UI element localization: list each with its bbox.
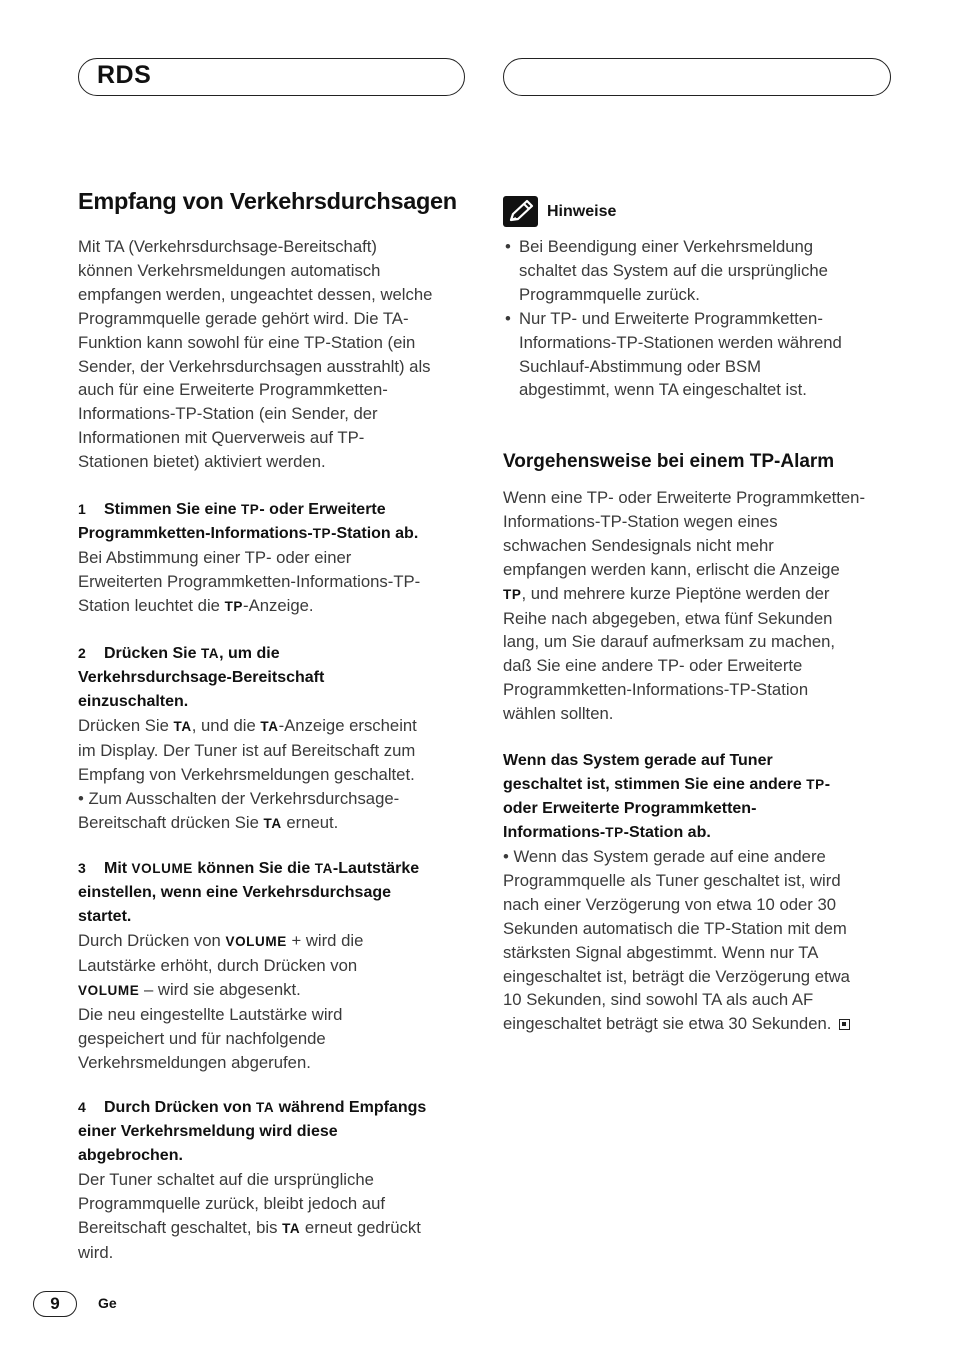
- step-2-heading: [78, 642, 324, 714]
- body-text: Station leuchtet die: [78, 595, 225, 615]
- body-text: eingeschaltet beträgt sie etwa 30 Sekunden.: [503, 1014, 832, 1034]
- indicator-ta: TA: [260, 719, 279, 734]
- body-text: erneut.: [281, 812, 339, 832]
- tp-alarm-body: [503, 486, 865, 726]
- body-text: -Anzeige.: [243, 595, 314, 615]
- step-text: oder Erweiterte Programmketten-: [503, 799, 757, 817]
- body-line: eingeschaltet ist, beträgt die Verzögerung etwa: [503, 966, 850, 986]
- notes-list: [503, 235, 842, 402]
- intro-line: Informationen mit Querverweis auf TP-: [78, 428, 365, 448]
- body-line: stärksten Signal abgestimmt. Wenn nur TA: [503, 942, 819, 962]
- body-text: Bereitschaft geschaltet, bis: [78, 1217, 283, 1237]
- step-text: -Station ab.: [623, 823, 711, 841]
- body-line: im Display. Der Tuner ist auf Bereitschaft zum: [78, 740, 416, 760]
- body-line: schwachen Sendesignals nicht mehr: [503, 535, 774, 555]
- step-text: -Station ab.: [331, 524, 419, 542]
- step-text: Programmketten-Informations-: [78, 524, 313, 542]
- body-text: Drücken Sie: [78, 716, 174, 735]
- body-text: Bereitschaft drücken Sie: [78, 812, 264, 832]
- step-text: Informations-: [503, 823, 606, 841]
- step-text: Durch Drücken von: [104, 1099, 257, 1116]
- tp-alarm-heading: Vorgehensweise bei einem TP-Alarm: [503, 451, 835, 472]
- indicator-tp: TP: [503, 586, 522, 602]
- step-text: -Lautstärke: [332, 860, 420, 877]
- intro-paragraph: [78, 235, 432, 474]
- body-line: Der Tuner schaltet auf die ursprüngliche: [78, 1170, 374, 1189]
- indicator-tp: TP: [224, 598, 244, 614]
- body-text: -Anzeige erscheint: [278, 716, 417, 735]
- button-label-ta: TA: [200, 646, 220, 661]
- step-text: abgebrochen.: [78, 1146, 183, 1164]
- button-label-ta: TA: [256, 1100, 275, 1115]
- note-line: • Bei Beendigung einer Verkehrsmeldung: [519, 237, 814, 256]
- body-line: Verkehrsmeldungen abgerufen.: [78, 1052, 311, 1072]
- body-line: Reihe nach abgegeben, etwa fünf Sekunden: [503, 608, 833, 628]
- body-line: • Wenn das System gerade auf eine andere: [503, 847, 826, 866]
- button-label-ta: TA: [263, 815, 282, 831]
- body-text: erneut gedrückt: [300, 1217, 421, 1237]
- body-line: wird.: [78, 1242, 114, 1262]
- body-line: wählen sollten.: [503, 704, 614, 724]
- step-text: einstellen, wenn eine Verkehrsdurchsage: [78, 883, 392, 901]
- body-line: Wenn eine TP- oder Erweiterte Programmketten-: [503, 488, 866, 507]
- note-line: Suchlauf-Abstimmung oder BSM: [519, 356, 762, 376]
- note-line: • Nur TP- und Erweiterte Programmketten-: [519, 308, 823, 328]
- body-line: nach einer Verzögerung von etwa 10 oder 30: [503, 894, 837, 914]
- step-1-heading: [78, 498, 418, 546]
- step-text: Wenn das System gerade auf Tuner: [503, 752, 773, 769]
- step-text: , um die: [219, 645, 280, 662]
- label-ta: TA: [314, 861, 333, 876]
- page-number: 9: [33, 1291, 77, 1317]
- note-line: Programmquelle zurück.: [519, 284, 700, 304]
- body-line: Programmketten-Informations-TP-Station: [503, 680, 809, 700]
- step-text: Drücken Sie: [104, 645, 201, 662]
- body-line: empfangen werden kann, erlischt die Anzeige: [503, 559, 840, 579]
- note-line: abgestimmt, wenn TA eingeschaltet ist.: [519, 380, 807, 400]
- step-text: einer Verkehrsmeldung wird diese: [78, 1122, 338, 1140]
- end-of-section-icon: [839, 1019, 850, 1030]
- language-code: Ge: [98, 1295, 117, 1311]
- note-pencil-icon: [503, 196, 538, 227]
- section-tab-left: [78, 58, 465, 96]
- step-number: 4: [78, 1099, 86, 1115]
- body-line: Erweiterten Programmketten-Informations-TP-: [78, 571, 421, 591]
- intro-line: können Verkehrsmeldungen automatisch: [78, 260, 381, 280]
- body-line: Programmquelle als Tuner geschaltet ist, wird: [503, 870, 841, 890]
- body-line: Sekunden automatisch die TP-Station mit dem: [503, 918, 847, 938]
- step-text: -: [824, 775, 831, 793]
- intro-line: Informations-TP-Station (ein Sender, der: [78, 404, 378, 424]
- step-text: geschaltet ist, stimmen Sie eine andere: [503, 775, 807, 793]
- body-line: 10 Sekunden, sind sowohl TA als auch AF: [503, 990, 814, 1010]
- step-text: Stimmen Sie eine: [104, 501, 241, 518]
- body-line: Informations-TP-Station wegen eines: [503, 511, 778, 531]
- step-3-body: [78, 929, 363, 1074]
- step-2-body: [78, 714, 417, 836]
- section-tab-right: [503, 58, 891, 96]
- step-4-heading: [78, 1096, 426, 1168]
- button-label-tp: TP: [312, 525, 332, 541]
- body-line: • Zum Ausschalten der Verkehrsdurchsage-: [78, 788, 400, 808]
- label-tp: TP: [605, 824, 624, 840]
- note-item: [503, 235, 842, 307]
- step-text: während Empfangs: [274, 1099, 427, 1116]
- intro-line: empfangen werden, ungeachtet dessen, welche: [78, 284, 433, 304]
- button-label-volume: VOLUME: [131, 861, 193, 876]
- body-line: Die neu eingestellte Lautstärke wird: [78, 1004, 343, 1024]
- button-label-ta: TA: [173, 719, 192, 734]
- body-line: Bei Abstimmung einer TP- oder einer: [78, 548, 352, 567]
- step-text: Verkehrsdurchsage-Bereitschaft: [78, 668, 325, 686]
- body-text: + wird die: [286, 931, 364, 950]
- step-text: Mit: [104, 860, 132, 877]
- notes-label: Hinweise: [547, 203, 617, 220]
- note-line: schaltet das System auf die ursprüngliche: [519, 260, 828, 280]
- intro-line: Stationen bietet) aktiviert werden.: [78, 452, 326, 472]
- intro-line: auch für eine Erweiterte Programmketten-: [78, 380, 388, 400]
- note-line: Informations-TP-Stationen werden während: [519, 332, 842, 352]
- step-3-heading: [78, 857, 419, 929]
- label-tp: TP: [806, 776, 825, 792]
- left-heading: Empfang von Verkehrsdurchsagen: [78, 188, 457, 214]
- step-4-body: [78, 1168, 421, 1265]
- step-1-body: [78, 546, 420, 619]
- step-number: 2: [78, 645, 86, 661]
- body-text: , und die: [191, 716, 261, 735]
- body-line: Programmquelle zurück, bleibt jedoch auf: [78, 1193, 386, 1213]
- section-title: RDS: [97, 61, 152, 89]
- button-label-ta: TA: [282, 1220, 301, 1236]
- step-text: startet.: [78, 907, 132, 925]
- body-text: Durch Drücken von: [78, 931, 226, 950]
- button-label-tp: TP: [240, 502, 260, 517]
- step-number: 1: [78, 501, 86, 517]
- step-text: können Sie die: [192, 860, 315, 877]
- note-item: [503, 307, 842, 403]
- body-line: Empfang von Verkehrsmeldungen geschaltet.: [78, 764, 415, 784]
- body-line: Lautstärke erhöht, durch Drücken von: [78, 955, 358, 975]
- tp-alarm-instruction-body: [503, 845, 850, 1036]
- button-label-volume: VOLUME: [225, 934, 287, 949]
- tp-alarm-instruction-heading: [503, 749, 830, 845]
- intro-line: Sender, der Verkehrsdurchsagen ausstrahlt) als: [78, 356, 431, 376]
- body-text: , und mehrere kurze Pieptöne werden der: [521, 583, 830, 603]
- intro-line: Programmquelle gerade gehört wird. Die TA-: [78, 308, 409, 328]
- intro-line: Mit TA (Verkehrsdurchsage-Bereitschaft): [78, 237, 377, 256]
- step-number: 3: [78, 860, 86, 876]
- intro-line: Funktion kann sowohl für eine TP-Station (ein: [78, 332, 416, 352]
- step-text: einzuschalten.: [78, 692, 189, 710]
- body-text: – wird sie abgesenkt.: [139, 979, 301, 999]
- body-line: gespeichert und für nachfolgende: [78, 1028, 326, 1048]
- button-label-volume: VOLUME: [78, 982, 140, 998]
- step-text: - oder Erweiterte: [259, 501, 386, 518]
- body-line: daß Sie eine andere TP- oder Erweiterte: [503, 656, 803, 676]
- body-line: lang, um Sie darauf aufmerksam zu machen,: [503, 632, 836, 652]
